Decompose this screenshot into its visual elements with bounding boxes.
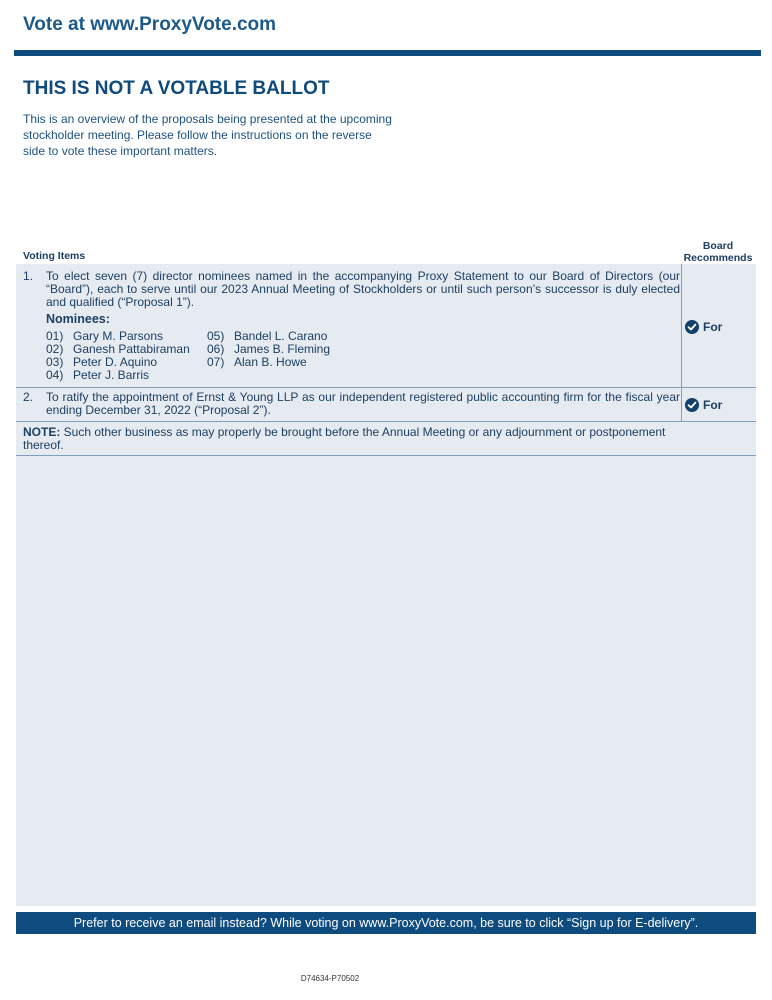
intro-text: This is an overview of the proposals being presented at the upcoming stockholder meeting. Please follow the instructions on the reverse side to vote these important matters. (23, 112, 392, 158)
nominee: 05) Bandel L. Carano (207, 329, 328, 343)
header-rule (14, 50, 761, 56)
nominee-list (46, 330, 680, 382)
nominee: 01) Gary M. Parsons (46, 329, 164, 343)
note-text (23, 426, 678, 452)
note-label: NOTE: (23, 425, 61, 439)
nominee-column-1 (46, 330, 207, 382)
recommendation-label: For (703, 320, 723, 334)
check-circle-icon (685, 398, 699, 412)
check-circle-icon (685, 320, 699, 334)
voting-items-header: Voting Items (23, 250, 86, 262)
nominee: 04) Peter J. Barris (46, 368, 150, 382)
board-recommends-header-line1: Board (702, 240, 734, 252)
voting-item-text: To elect seven (7) director nominees named in the accompanying Proxy Statement to our Board of Directors (our “Board”), each to serve until our 2023 Annual Meeting of Stockholders or until such person’s successor is duly elected and qualified (“Proposal 1”). (46, 269, 680, 309)
document-code: D74634-P70502 (300, 974, 360, 983)
footer-edelivery-banner: Prefer to receive an email instead? While voting on www.ProxyVote.com, be sure to click “Sign up for E-delivery”. (16, 912, 756, 934)
nominee: 02) Ganesh Pattabiraman (46, 342, 190, 356)
voting-item-1 (16, 264, 756, 388)
header-title: Vote at www.ProxyVote.com (23, 14, 277, 35)
recommendation-badge (685, 320, 722, 334)
note-body: Such other business as may properly be brought before the Annual Meeting or any adjournment or postponement thereof. (23, 425, 666, 452)
nominee: 07) Alan B. Howe (207, 355, 307, 369)
recommendation-label: For (703, 398, 723, 412)
column-divider (681, 388, 682, 421)
voting-item-1-content (16, 270, 680, 382)
voting-item-text: To ratify the appointment of Ernst & Young LLP as our independent registered public accounting firm for the fiscal year ending December 31, 2022 (“Proposal 2”). (46, 390, 680, 417)
recommendation-badge (685, 398, 722, 412)
nominee: 03) Peter D. Aquino (46, 355, 158, 369)
board-recommends-header (680, 240, 756, 264)
voting-item-number: 1. (23, 269, 34, 283)
column-divider (681, 264, 682, 387)
board-recommends-header-line2: Recommends (683, 252, 753, 264)
nominees-label: Nominees: (46, 312, 110, 326)
voting-item-number: 2. (23, 390, 34, 404)
note-row (16, 422, 756, 456)
nominee: 06) James B. Fleming (207, 342, 331, 356)
voting-item-2-content (16, 391, 680, 417)
voting-item-2 (16, 388, 756, 422)
nominee-column-2 (207, 330, 368, 382)
page-title: THIS IS NOT A VOTABLE BALLOT (23, 78, 330, 99)
